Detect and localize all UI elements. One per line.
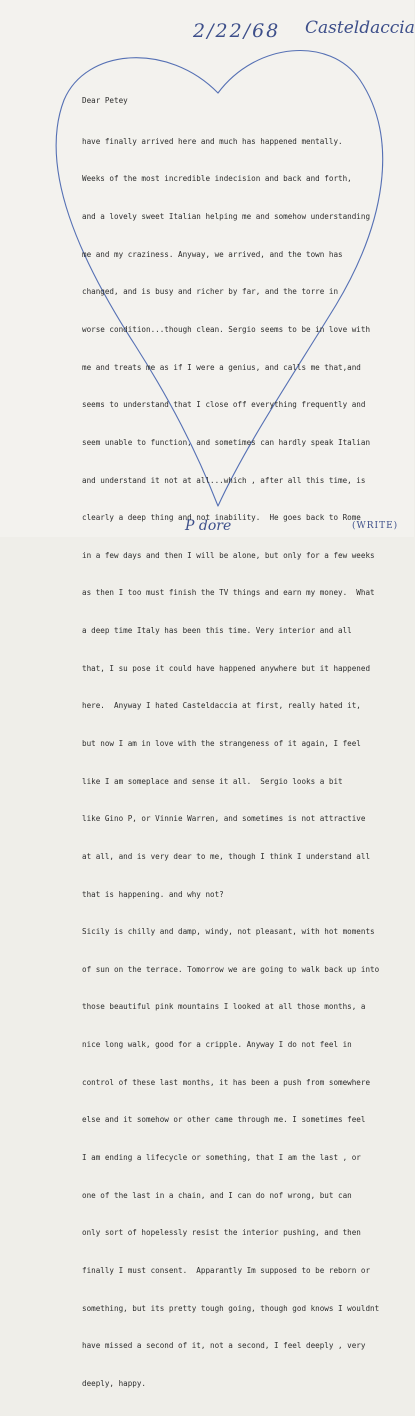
letter-line-23: of sun on the terrace. Tomorrow we are going to walk back up into xyxy=(82,964,380,974)
letter-line-33: have missed a second of it, not a second, I feel deeply , very xyxy=(82,1341,366,1351)
letter-line-14: a deep time Italy has been this time. Very interior and all xyxy=(82,626,352,636)
letter-line-24: those beautiful pink mountains I looked at all those months, a xyxy=(82,1002,366,1012)
letter-line-18: like I am someplace and sense it all. Sergio looks a bit xyxy=(82,776,343,786)
letter-line-22: Sicily is chilly and damp, windy, not pleasant, with hot moments xyxy=(82,927,375,937)
letter-line-29: one of the last in a chain, and I can do nof wrong, but can xyxy=(82,1190,352,1200)
letter-line-26: control of these last months, it has been a push from somewhere xyxy=(82,1077,371,1087)
letter-line-27: else and it somehow or other came through me. I sometimes feel xyxy=(82,1115,366,1125)
salutation: Dear Petey xyxy=(82,96,128,106)
letter-line-31: finally I must consent. Apparantly Im supposed to be reborn or xyxy=(82,1265,371,1275)
letter-line-25: nice long walk, good for a cripple. Anyway I do not feel in xyxy=(82,1040,352,1050)
letter-line-17: but now I am in love with the strangeness of it again, I feel xyxy=(82,738,361,748)
letter-line-34: deeply, happy. xyxy=(82,1378,147,1388)
letter-line-12: in a few days and then I will be alone, but only for a few weeks xyxy=(82,550,375,560)
letter-line-20: at all, and is very dear to me, though I think I understand all xyxy=(82,851,371,861)
letter-line-11: clearly a deep thing and not inability. He goes back to Rome xyxy=(82,513,361,523)
letter-line-7: me and treats me as if I were a genius, and calls me that,and xyxy=(82,362,361,372)
letter-line-10: and understand it not at all...which , after all this time, is xyxy=(82,475,366,485)
letter-line-28: I am ending a lifecycle or something, that I am the last , or xyxy=(82,1153,361,1163)
handwritten-place: Casteldaccia xyxy=(305,18,415,38)
letter-line-1: have finally arrived here and much has happened mentally. xyxy=(82,136,343,146)
letter-line-13: as then I too must finish the TV things and earn my money. What xyxy=(82,588,375,598)
letter-line-21: that is happening. and why not? xyxy=(82,889,224,899)
letter-line-19: like Gino P, or Vinnie Warren, and sometimes is not attractive xyxy=(82,814,366,824)
letter-line-32: something, but its pretty tough going, though god knows I wouldnt xyxy=(82,1303,380,1313)
letter-line-2: Weeks of the most incredible indecision and back and forth, xyxy=(82,174,352,184)
letter-line-4: me and my craziness. Anyway, we arrived, and the town has xyxy=(82,249,343,259)
typed-letter-body xyxy=(82,70,412,1416)
letter-line-15: that, I su pose it could have happened anywhere but it happened xyxy=(82,663,371,673)
letter-line-5: changed, and is busy and richer by far, and the torre in xyxy=(82,287,339,297)
letter-line-8: seems to understand that I close off everything frequently and xyxy=(82,400,366,410)
letter-line-3: and a lovely sweet Italian helping me and somehow understanding xyxy=(82,212,371,222)
letter-line-6: worse condition...though clean. Sergio seems to be in love with xyxy=(82,324,371,334)
letter-line-16: here. Anyway I hated Casteldaccia at first, really hated it, xyxy=(82,701,361,711)
letter-header xyxy=(0,14,414,48)
letter-line-9: seem unable to function, and sometimes can hardly speak Italian xyxy=(82,437,371,447)
letter-line-30: only sort of hopelessly resist the interior pushing, and then xyxy=(82,1228,361,1238)
handwritten-write-note: (WRITE) xyxy=(352,521,399,531)
handwritten-signature: P dore xyxy=(185,518,232,534)
handwritten-date: 2/22/68 xyxy=(193,20,281,42)
